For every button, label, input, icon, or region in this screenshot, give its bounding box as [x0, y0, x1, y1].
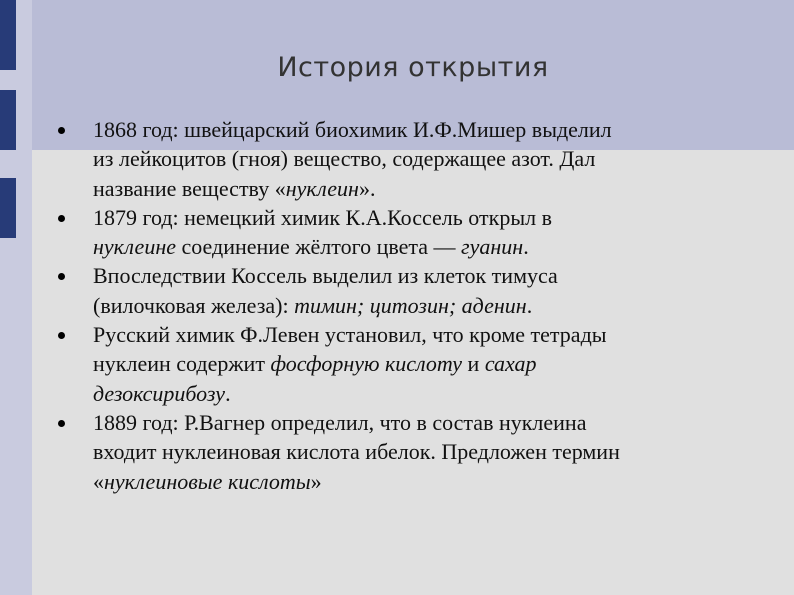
bullet-line — [93, 174, 756, 203]
bullet-line — [93, 115, 756, 144]
bullet-line — [93, 408, 756, 437]
text-segment: . — [526, 292, 533, 318]
bullet-line — [93, 232, 756, 261]
bullet-line — [93, 320, 756, 349]
text-segment: из лейкоцитов (гноя) вещество, содержащее азот. Дал — [93, 146, 596, 172]
decor-bar — [0, 178, 16, 238]
text-segment: название веществу « — [93, 175, 286, 201]
bullet-line — [93, 203, 756, 232]
text-segment: Русский химик Ф.Левен установил, что кроме тетрады — [93, 322, 607, 348]
bullet-item — [56, 320, 756, 408]
text-segment: (вилочковая железа): — [93, 292, 295, 318]
bullet-line — [93, 261, 756, 290]
decor-bar — [0, 0, 16, 70]
text-segment: 1868 год: швейцарский биохимик И.Ф.Мишер выделил — [93, 117, 612, 142]
bullet-line — [93, 379, 756, 408]
bullet-dot-icon — [58, 127, 65, 134]
text-segment: и — [462, 351, 485, 377]
bullet-line — [93, 349, 756, 378]
bullet-line — [93, 144, 756, 173]
text-segment: нуклеин — [285, 175, 359, 201]
left-decor-strip — [0, 0, 32, 595]
text-segment: « — [93, 468, 104, 494]
bullet-list — [56, 115, 756, 496]
bullet-item — [56, 261, 756, 320]
text-segment: нуклеин содержит — [93, 351, 271, 377]
text-segment: 1889 год: Р.Вагнер определил, что в состав нуклеина — [93, 409, 587, 435]
text-segment: дезоксирибозу — [93, 380, 226, 406]
bullet-dot-icon — [58, 332, 65, 339]
text-segment: 1879 год: немецкий химик К.А.Коссель открыл в — [93, 204, 552, 230]
text-segment: гуанин — [461, 234, 524, 260]
text-segment: соединение жёлтого цвета — — [176, 234, 462, 260]
bullet-line — [93, 467, 756, 496]
text-segment: входит нуклеиновая кислота ибелок. Предложен термин — [93, 439, 620, 465]
text-segment: фосфорную кислоту — [270, 351, 463, 377]
bullet-item — [56, 408, 756, 496]
text-segment: . — [225, 380, 231, 406]
bullet-item — [56, 115, 756, 203]
bullet-line — [93, 437, 756, 466]
text-segment: . — [523, 234, 529, 260]
text-segment: нуклеине — [93, 234, 176, 260]
bullet-item — [56, 203, 756, 262]
text-segment: сахар — [484, 351, 537, 377]
text-segment: » — [310, 468, 322, 494]
decor-bar — [0, 90, 16, 150]
bullet-line — [93, 291, 756, 320]
bullet-dot-icon — [58, 273, 65, 280]
bullet-dot-icon — [58, 420, 65, 427]
text-segment: ». — [358, 175, 376, 201]
text-segment: Впоследствии Коссель выделил из клеток тимуса — [93, 263, 558, 289]
text-segment: тимин; цитозин; аденин — [294, 292, 527, 318]
slide-title: История открытия — [277, 52, 549, 83]
text-segment: нуклеиновые кислоты — [104, 468, 311, 494]
bullet-dot-icon — [58, 215, 65, 222]
